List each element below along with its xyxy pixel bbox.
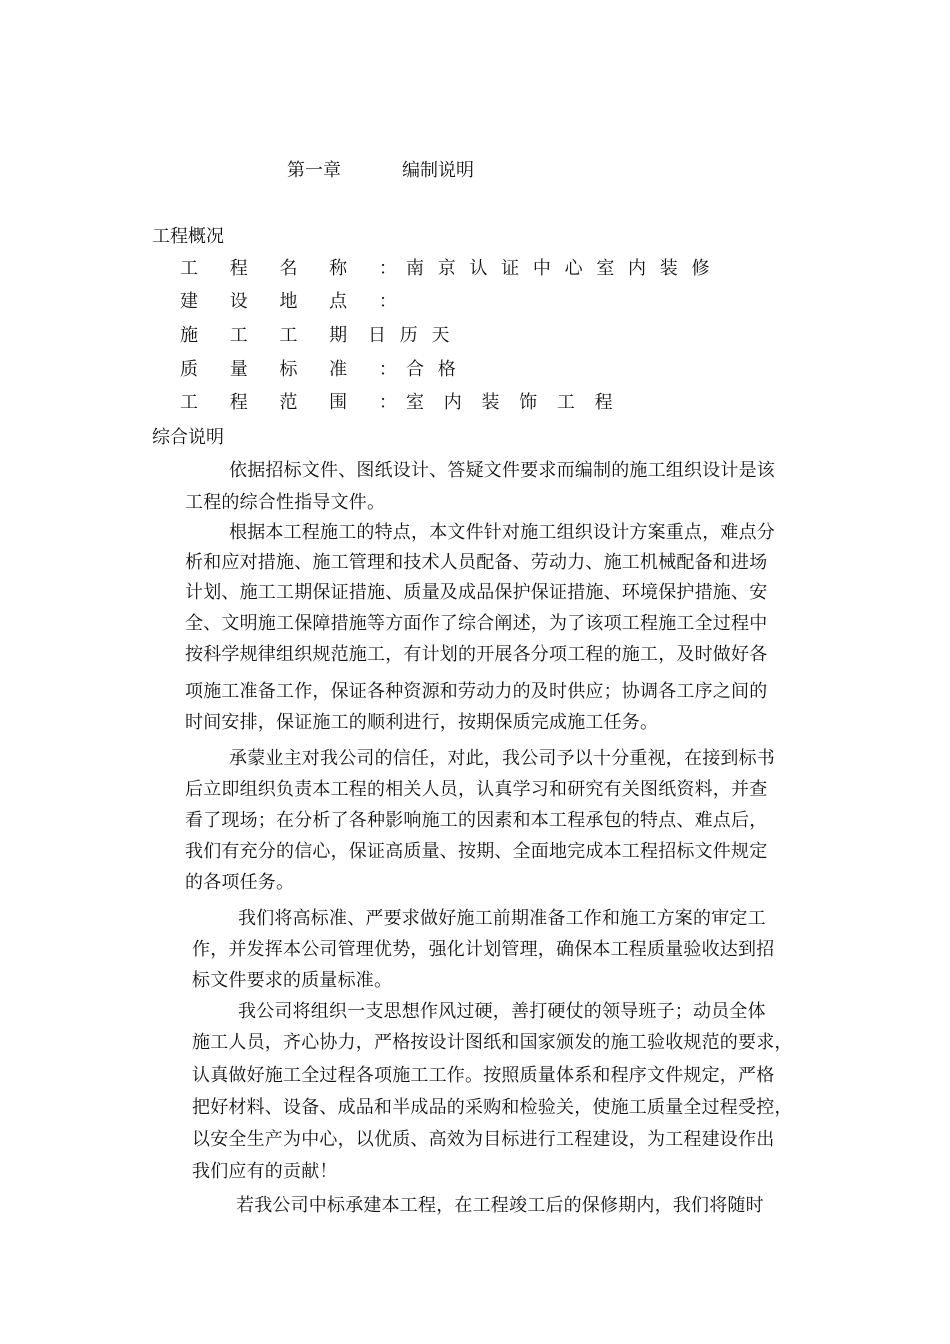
field-value-quality: 合 格 — [406, 359, 460, 380]
paragraph-line: 把好材料、设备、成品和半成品的采购和检验关，使施工质量全过程受控， — [192, 1097, 793, 1118]
paragraph-line: 我们将高标准、严要求做好施工前期准备工作和施工方案的审定工 — [238, 908, 766, 929]
paragraph-line: 若我公司中标承建本工程，在工程竣工后的保修期内，我们将随时 — [236, 1195, 764, 1216]
chapter-title: 编制说明 — [402, 160, 474, 181]
field-value-scope: 室 内 装 饰 工 程 — [406, 392, 620, 413]
field-value-project-name: 南 京 认 证 中 心 室 内 装 修 — [406, 258, 714, 279]
paragraph-line: 项施工准备工作，保证各种资源和劳动力的及时供应；协调各工序之间的 — [185, 681, 768, 702]
paragraph-line: 作，并发挥本公司管理优势，强化计划管理，确保本工程质量验收达到招 — [192, 939, 775, 960]
field-label-scope: 工 程 范 围 ： — [180, 392, 410, 413]
field-label-duration: 施 工 工 期 — [180, 325, 361, 346]
paragraph-line: 施工人员，齐心协力，严格按设计图纸和国家颁发的施工验收规范的要求， — [192, 1032, 793, 1053]
paragraph-line: 认真做好施工全过程各项施工工作。按照质量体系和程序文件规定，严格 — [192, 1065, 775, 1086]
field-label-project-name: 工 程 名 称 ： — [180, 258, 410, 279]
paragraph-line: 依据招标文件、图纸设计、答疑文件要求而编制的施工组织设计是该 — [229, 460, 775, 481]
paragraph-line: 的各项任务。 — [185, 872, 295, 893]
paragraph-line: 根据本工程施工的特点，本文件针对施工组织设计方案重点，难点分 — [229, 522, 775, 543]
paragraph-line: 后立即组织负责本工程的相关人员，认真学习和研究有关图纸资料，并查 — [185, 779, 768, 800]
chapter-number: 第一章 — [287, 160, 341, 181]
paragraph-line: 承蒙业主对我公司的信任，对此，我公司予以十分重视，在接到标书 — [229, 748, 775, 769]
paragraph-line: 标文件要求的质量标准。 — [192, 970, 393, 991]
field-value-duration: 日 历 天 — [368, 325, 454, 346]
overview-heading: 工程概况 — [152, 226, 224, 247]
paragraph-line: 我们有充分的信心，保证高质量、按期、全面地完成本工程招标文件规定 — [185, 841, 768, 862]
paragraph-line: 按科学规律组织规范施工，有计划的开展各分项工程的施工，及时做好各 — [185, 644, 768, 665]
paragraph-line: 全、文明施工保障措施等方面作了综合阐述，为了该项工程施工全过程中 — [185, 613, 768, 634]
paragraph-line: 以安全生产为中心，以优质、高效为目标进行工程建设，为工程建设作出 — [192, 1129, 775, 1150]
field-label-location: 建 设 地 点 ： — [180, 291, 410, 312]
paragraph-line: 计划、施工工期保证措施、质量及成品保护保证措施、环境保护措施、安 — [185, 582, 768, 603]
paragraph-line: 看了现场；在分析了各种影响施工的因素和本工程承包的特点、难点后， — [185, 810, 768, 831]
paragraph-line: 时间安排，保证施工的顺利进行，按期保质完成施工任务。 — [185, 712, 659, 733]
paragraph-line: 我们应有的贡献！ — [192, 1161, 338, 1182]
paragraph-line: 我公司将组织一支思想作风过硬，善打硬仗的领导班子；动员全体 — [238, 1001, 766, 1022]
paragraph-line: 析和应对措施、施工管理和技术人员配备、劳动力、施工机械配备和进场 — [185, 552, 768, 573]
field-label-quality: 质 量 标 准 ： — [180, 359, 410, 380]
summary-heading: 综合说明 — [152, 427, 224, 448]
paragraph-line: 工程的综合性指导文件。 — [185, 492, 386, 513]
